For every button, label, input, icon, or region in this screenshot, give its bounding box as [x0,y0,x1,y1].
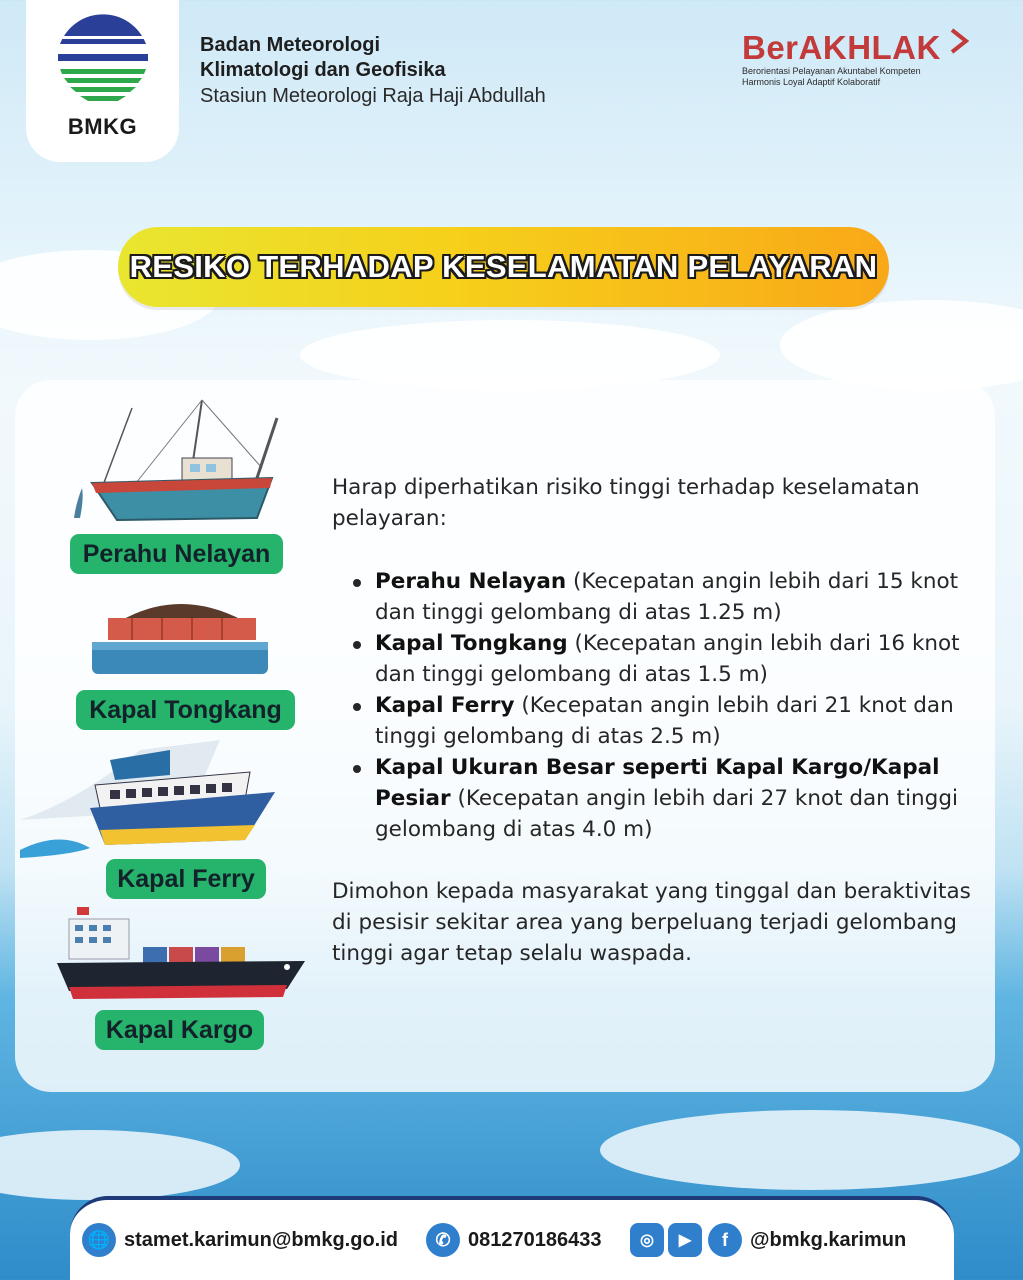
phone-contact[interactable] [426,1223,601,1257]
barge-icon [92,590,270,675]
berakhlak-tagline-1: Berorientasi Pelayanan Akuntabel Kompeten [742,66,921,76]
page-title: RESIKO TERHADAP KESELAMATAN PELAYARAN [129,249,878,284]
facebook-icon: f [708,1223,742,1257]
instagram-icon: ◎ [630,1223,664,1257]
org-line-1: Badan Meteorologi [200,34,381,56]
cloud [600,1110,1020,1190]
vessel-label-perahu-nelayan: Perahu Nelayan [70,534,283,574]
email-contact[interactable] [82,1223,398,1257]
vessel-label-kapal-tongkang: Kapal Tongkang [76,690,295,730]
organization-name [200,33,546,110]
list-item [332,690,982,752]
list-item-title: Kapal Ukuran Besar seperti Kapal Kargo/Kapal Pesiar [375,755,940,811]
social-contact[interactable] [630,1223,906,1257]
ferry-icon [20,730,280,860]
list-item-title: Perahu Nelayan [375,569,567,594]
list-item-text: (Kecepatan angin lebih dari 27 knot dan tinggi gelombang di atas 4.0 m) [375,786,958,842]
org-line-3: Stasiun Meteorologi Raja Haji Abdullah [200,85,546,107]
bmkg-logo [26,0,179,162]
list-item-text: (Kecepatan angin lebih dari 16 knot dan tinggi gelombang di atas 1.5 m) [375,631,960,687]
list-item-title: Kapal Tongkang [375,631,568,656]
chevron-right-icon [948,28,970,54]
logo-text: BMKG [67,114,138,139]
berakhlak-tagline-2: Harmonis Loyal Adaptif Kolaboratif [742,77,881,87]
list-item [332,566,982,628]
cargo-ship-icon [55,905,310,1005]
email-text: stamet.karimun@bmkg.go.id [124,1228,398,1251]
risk-list [332,566,982,845]
youtube-icon: ▶ [668,1223,702,1257]
social-text: @bmkg.karimun [750,1228,907,1251]
list-item [332,752,982,845]
intro-text: Harap diperhatikan risiko tinggi terhadap keselamatan pelayaran: [332,475,920,531]
phone-text: 081270186433 [468,1228,602,1251]
vessel-label-kapal-kargo: Kapal Kargo [95,1010,264,1050]
list-item-text: (Kecepatan angin lebih dari 15 knot dan tinggi gelombang di atas 1.25 m) [375,569,959,625]
risk-description [332,472,982,969]
list-item [332,628,982,690]
berakhlak-brand: BerAKHLAK [742,29,941,66]
whatsapp-icon: ✆ [426,1223,460,1257]
cloud [780,300,1023,390]
berakhlak-logo [742,30,982,88]
cloud [0,1130,240,1200]
title-banner [118,227,889,307]
vessel-label-kapal-ferry: Kapal Ferry [106,859,266,899]
org-line-2: Klimatologi dan Geofisika [200,59,446,81]
closing-text: Dimohon kepada masyarakat yang tinggal dan beraktivitas di pesisir sekitar area yang berpeluang terjadi gelombang tinggi agar tetap selalu waspada. [332,879,971,966]
bmkg-emblem-icon [50,14,156,106]
globe-icon: 🌐 [82,1223,116,1257]
fishing-boat-icon [72,398,282,528]
list-item-text: (Kecepatan angin lebih dari 21 knot dan tinggi gelombang di atas 2.5 m) [375,693,954,749]
list-item-title: Kapal Ferry [375,693,515,718]
